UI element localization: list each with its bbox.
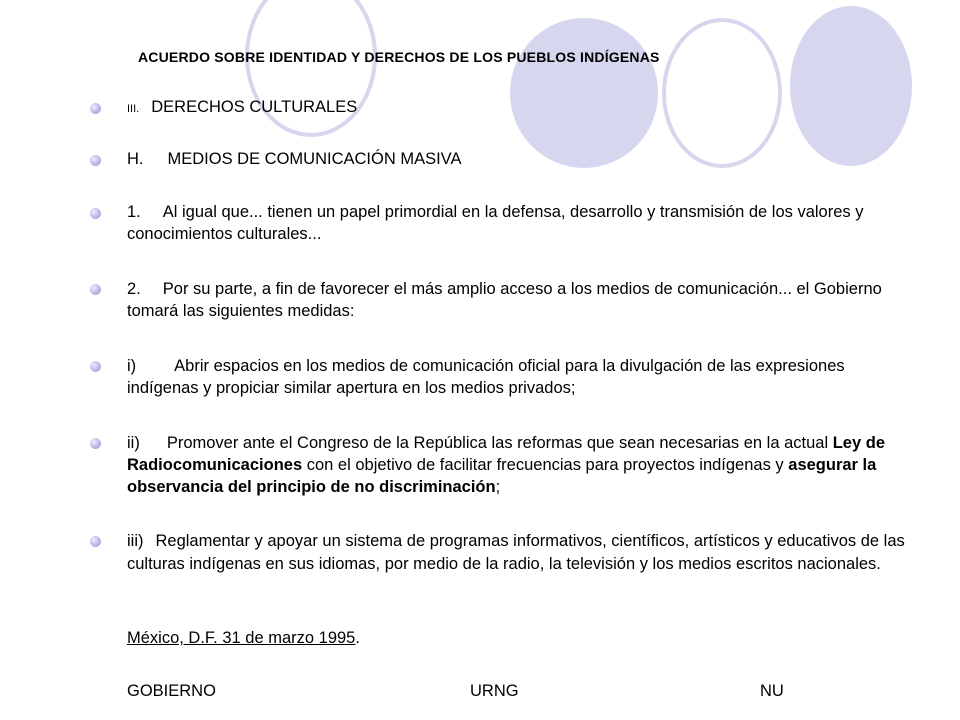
- bullet-icon: [90, 438, 101, 449]
- bullet-icon: [90, 208, 101, 219]
- subsection-text: MEDIOS DE COMUNICACIÓN MASIVA: [167, 150, 462, 168]
- measure-iii-number: iii): [127, 532, 144, 550]
- measure-ii-text-a: Promover ante el Congreso de la República las reformas que sean necesarias en la actual: [166, 434, 829, 452]
- non-discrimination-principle: asegurar la observancia del principio de no discriminación: [127, 456, 877, 496]
- bullet-icon: [90, 155, 101, 166]
- paragraph-1-text: Al igual que... tienen un papel primordial en la defensa, desarrollo y transmisión de los valores y conocimientos culturales...: [127, 203, 864, 243]
- document-title: ACUERDO SOBRE IDENTIDAD Y DERECHOS DE LOS PUEBLOS INDÍGENAS: [138, 49, 660, 65]
- decorative-circle-right: [790, 6, 912, 166]
- place-date-text: México, D.F. 31 de marzo 1995: [127, 629, 356, 647]
- section-numeral: III.: [127, 103, 140, 115]
- signatory-nu: NU: [760, 682, 784, 700]
- paragraph-2-text: Por su parte, a fin de favorecer el más amplio acceso a los medios de comunicación... el Gobierno tomará las siguientes medidas:: [127, 280, 882, 320]
- law-name: Ley de Radiocomunicaciones: [127, 434, 885, 474]
- decorative-circle-center: [510, 18, 658, 168]
- measure-i: [127, 355, 907, 399]
- decorative-ring-center: [662, 18, 782, 168]
- measure-ii-text-b: con el objetivo de facilitar frecuencias para proyectos indígenas y: [306, 456, 784, 474]
- paragraph-2: [127, 278, 907, 322]
- signatory-government: GOBIERNO: [127, 682, 216, 700]
- subsection-heading: [127, 148, 907, 170]
- measure-iii: [127, 530, 907, 576]
- measure-i-text: Abrir espacios en los medios de comunicación oficial para la divulgación de las expresiones indígenas y propiciar similar apertura en los medios privados;: [127, 357, 845, 397]
- subsection-letter: H.: [127, 150, 144, 168]
- bullet-icon: [90, 536, 101, 547]
- paragraph-1-number: 1.: [127, 203, 141, 221]
- bullet-icon: [90, 361, 101, 372]
- section-text: DERECHOS CULTURALES: [151, 98, 358, 116]
- bullet-icon: [90, 103, 101, 114]
- section-heading: [127, 96, 907, 120]
- place-date-end: .: [355, 629, 360, 647]
- measure-ii: [127, 432, 907, 498]
- measure-ii-number: ii): [127, 434, 140, 452]
- measure-iii-text: Reglamentar y apoyar un sistema de programas informativos, científicos, artísticos y educativos de las culturas indígenas en sus idiomas, por medio de la radio, la televisión y los medios escritos nacionales.: [127, 532, 905, 573]
- measure-ii-text-c: ;: [495, 478, 501, 496]
- measure-i-number: i): [127, 357, 137, 375]
- place-date: [127, 629, 360, 648]
- bullet-icon: [90, 284, 101, 295]
- paragraph-2-number: 2.: [127, 280, 141, 298]
- signatory-urng: URNG: [470, 682, 519, 700]
- paragraph-1: [127, 201, 907, 245]
